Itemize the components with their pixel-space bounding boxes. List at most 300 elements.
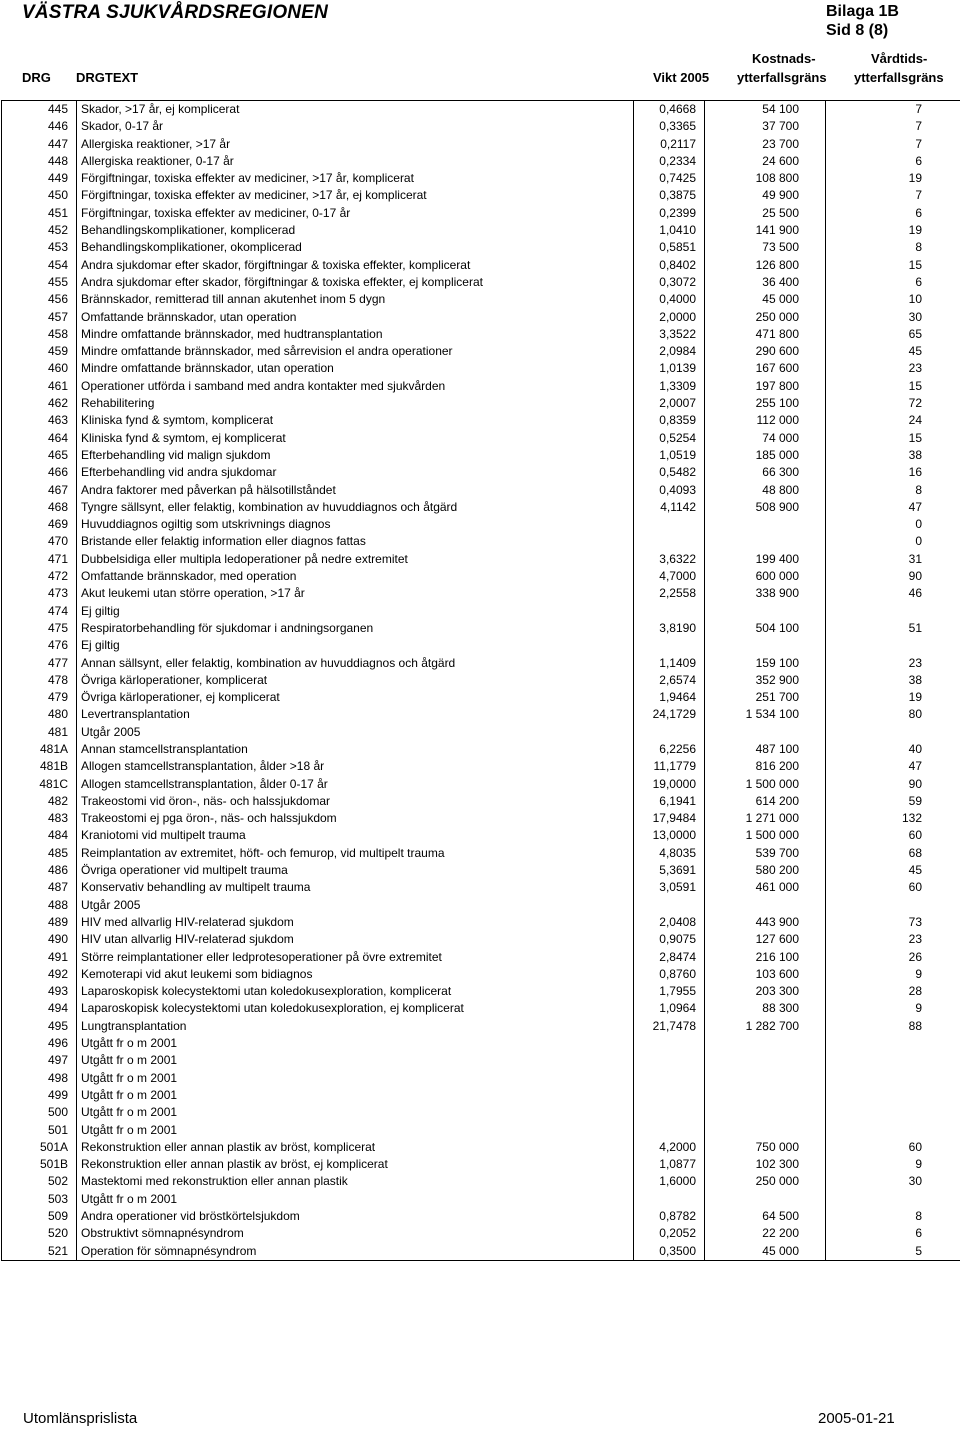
table-row <box>2 309 960 326</box>
stay-outlier-limit: 15 <box>826 257 960 274</box>
table-row <box>2 741 960 758</box>
cost-outlier-limit: 141 900 <box>705 222 826 239</box>
weight-2005 <box>634 533 705 550</box>
table-row <box>2 1087 960 1104</box>
drg-code: 485 <box>2 845 77 862</box>
table-row <box>2 620 960 637</box>
drg-text: Tyngre sällsynt, eller felaktig, kombination av huvuddiagnos och åtgärd <box>77 499 634 516</box>
cost-outlier-limit: 159 100 <box>705 655 826 672</box>
drg-code: 460 <box>2 360 77 377</box>
stay-outlier-limit <box>826 1104 960 1121</box>
table-row <box>2 343 960 360</box>
drg-code: 501B <box>2 1156 77 1173</box>
cost-outlier-limit: 600 000 <box>705 568 826 585</box>
cost-outlier-limit: 487 100 <box>705 741 826 758</box>
drg-code: 458 <box>2 326 77 343</box>
drg-code: 455 <box>2 274 77 291</box>
stay-outlier-limit <box>826 1122 960 1139</box>
drg-code: 464 <box>2 430 77 447</box>
drg-code: 481B <box>2 758 77 775</box>
drg-text: Dubbelsidiga eller multipla ledoperationer på nedre extremitet <box>77 551 634 568</box>
table-row <box>2 378 960 395</box>
stay-outlier-limit: 9 <box>826 966 960 983</box>
weight-2005: 0,4668 <box>634 101 705 119</box>
weight-2005: 3,6322 <box>634 551 705 568</box>
table-row <box>2 1225 960 1242</box>
weight-2005: 24,1729 <box>634 706 705 723</box>
drg-code: 467 <box>2 482 77 499</box>
weight-2005: 2,0007 <box>634 395 705 412</box>
weight-2005: 19,0000 <box>634 776 705 793</box>
weight-2005: 2,8474 <box>634 949 705 966</box>
stay-outlier-limit: 23 <box>826 655 960 672</box>
drg-text: Utgått fr o m 2001 <box>77 1087 634 1104</box>
drg-text: Utgått fr o m 2001 <box>77 1122 634 1139</box>
drg-text: Ej giltig <box>77 637 634 654</box>
stay-outlier-limit: 6 <box>826 205 960 222</box>
stay-outlier-limit: 65 <box>826 326 960 343</box>
drg-text: Skador, 0-17 år <box>77 118 634 135</box>
cost-outlier-limit <box>705 637 826 654</box>
stay-outlier-limit: 132 <box>826 810 960 827</box>
drg-text: Utgår 2005 <box>77 724 634 741</box>
drg-text: Bristande eller felaktig information eller diagnos fattas <box>77 533 634 550</box>
cost-outlier-limit: 1 500 000 <box>705 776 826 793</box>
weight-2005: 2,0984 <box>634 343 705 360</box>
drg-code: 481C <box>2 776 77 793</box>
column-headers <box>0 50 960 90</box>
stay-outlier-limit: 8 <box>826 482 960 499</box>
table-row <box>2 205 960 222</box>
stay-outlier-limit: 7 <box>826 187 960 204</box>
drg-code: 486 <box>2 862 77 879</box>
cost-outlier-limit: 45 000 <box>705 291 826 308</box>
cost-outlier-limit <box>705 897 826 914</box>
drg-text: Större reimplantationer eller ledprotesoperationer på övre extremitet <box>77 949 634 966</box>
table-row <box>2 395 960 412</box>
stay-outlier-limit: 6 <box>826 274 960 291</box>
appendix-info <box>826 2 899 40</box>
drg-code: 483 <box>2 810 77 827</box>
stay-outlier-limit <box>826 1087 960 1104</box>
stay-outlier-limit <box>826 1070 960 1087</box>
cost-outlier-limit: 504 100 <box>705 620 826 637</box>
cost-outlier-limit: 66 300 <box>705 464 826 481</box>
table-row <box>2 689 960 706</box>
table-row <box>2 914 960 931</box>
stay-outlier-limit: 15 <box>826 378 960 395</box>
drg-code: 450 <box>2 187 77 204</box>
cost-outlier-limit: 88 300 <box>705 1000 826 1017</box>
table-row <box>2 983 960 1000</box>
weight-2005: 1,0964 <box>634 1000 705 1017</box>
col-kost-line2: ytterfallsgräns <box>737 70 827 85</box>
weight-2005: 4,2000 <box>634 1139 705 1156</box>
drg-code: 454 <box>2 257 77 274</box>
stay-outlier-limit: 6 <box>826 1225 960 1242</box>
weight-2005: 0,4000 <box>634 291 705 308</box>
weight-2005: 0,2399 <box>634 205 705 222</box>
weight-2005 <box>634 516 705 533</box>
weight-2005: 0,5254 <box>634 430 705 447</box>
drg-code: 445 <box>2 101 77 119</box>
drg-code: 459 <box>2 343 77 360</box>
weight-2005: 6,1941 <box>634 793 705 810</box>
drg-code: 473 <box>2 585 77 602</box>
stay-outlier-limit: 45 <box>826 862 960 879</box>
table-row <box>2 949 960 966</box>
stay-outlier-limit: 5 <box>826 1243 960 1261</box>
col-drgtext: DRGTEXT <box>76 70 139 85</box>
table-row <box>2 1018 960 1035</box>
weight-2005: 1,9464 <box>634 689 705 706</box>
table-row <box>2 291 960 308</box>
stay-outlier-limit: 60 <box>826 879 960 896</box>
drg-text: Laparoskopisk kolecystektomi utan koledokusexploration, komplicerat <box>77 983 634 1000</box>
stay-outlier-limit: 88 <box>826 1018 960 1035</box>
table-row <box>2 239 960 256</box>
drg-text: Ej giltig <box>77 603 634 620</box>
cost-outlier-limit: 1 500 000 <box>705 827 826 844</box>
col-kost-line1: Kostnads- <box>752 51 816 66</box>
cost-outlier-limit: 167 600 <box>705 360 826 377</box>
stay-outlier-limit: 23 <box>826 931 960 948</box>
drg-text: Andra operationer vid bröstkörtelsjukdom <box>77 1208 634 1225</box>
drg-code: 494 <box>2 1000 77 1017</box>
drg-text: HIV med allvarlig HIV-relaterad sjukdom <box>77 914 634 931</box>
drg-text: Laparoskopisk kolecystektomi utan koledokusexploration, ej komplicerat <box>77 1000 634 1017</box>
drg-text: Omfattande brännskador, med operation <box>77 568 634 585</box>
drg-text: Förgiftningar, toxiska effekter av mediciner, >17 år, ej komplicerat <box>77 187 634 204</box>
cost-outlier-limit: 126 800 <box>705 257 826 274</box>
stay-outlier-limit: 30 <box>826 1173 960 1190</box>
drg-text: Övriga operationer vid multipelt trauma <box>77 862 634 879</box>
stay-outlier-limit <box>826 1191 960 1208</box>
weight-2005: 1,7955 <box>634 983 705 1000</box>
drg-code: 481A <box>2 741 77 758</box>
weight-2005: 0,3072 <box>634 274 705 291</box>
stay-outlier-limit: 9 <box>826 1000 960 1017</box>
cost-outlier-limit: 338 900 <box>705 585 826 602</box>
drg-code: 489 <box>2 914 77 931</box>
drg-text: Allogen stamcellstransplantation, ålder 0-17 år <box>77 776 634 793</box>
stay-outlier-limit: 16 <box>826 464 960 481</box>
cost-outlier-limit <box>705 1035 826 1052</box>
drg-text: Utgått fr o m 2001 <box>77 1035 634 1052</box>
stay-outlier-limit: 7 <box>826 101 960 119</box>
weight-2005: 3,0591 <box>634 879 705 896</box>
table-row <box>2 758 960 775</box>
drg-text: Kliniska fynd & symtom, ej komplicerat <box>77 430 634 447</box>
drg-text: Utgår 2005 <box>77 897 634 914</box>
weight-2005 <box>634 603 705 620</box>
drg-text: Annan sällsynt, eller felaktig, kombination av huvuddiagnos och åtgärd <box>77 655 634 672</box>
table-row <box>2 360 960 377</box>
drg-code: 493 <box>2 983 77 1000</box>
table-row <box>2 1122 960 1139</box>
stay-outlier-limit: 51 <box>826 620 960 637</box>
drg-text: Allergiska reaktioner, >17 år <box>77 136 634 153</box>
table-row <box>2 706 960 723</box>
drg-code: 501A <box>2 1139 77 1156</box>
weight-2005 <box>634 1191 705 1208</box>
stay-outlier-limit: 72 <box>826 395 960 412</box>
cost-outlier-limit <box>705 1191 826 1208</box>
cost-outlier-limit: 127 600 <box>705 931 826 948</box>
table-row <box>2 412 960 429</box>
weight-2005: 21,7478 <box>634 1018 705 1035</box>
table-row <box>2 170 960 187</box>
weight-2005: 1,6000 <box>634 1173 705 1190</box>
weight-2005: 1,0519 <box>634 447 705 464</box>
weight-2005 <box>634 897 705 914</box>
drg-text: Utgått fr o m 2001 <box>77 1104 634 1121</box>
cost-outlier-limit: 25 500 <box>705 205 826 222</box>
drg-code: 490 <box>2 931 77 948</box>
drg-text: Allergiska reaktioner, 0-17 år <box>77 153 634 170</box>
table-row <box>2 101 960 119</box>
table-row <box>2 1104 960 1121</box>
cost-outlier-limit: 54 100 <box>705 101 826 119</box>
drg-code: 477 <box>2 655 77 672</box>
drg-text: Levertransplantation <box>77 706 634 723</box>
drg-text: Andra faktorer med påverkan på hälsotillståndet <box>77 482 634 499</box>
drg-text: Behandlingskomplikationer, okomplicerad <box>77 239 634 256</box>
weight-2005: 0,8402 <box>634 257 705 274</box>
stay-outlier-limit: 15 <box>826 430 960 447</box>
table-row <box>2 326 960 343</box>
cost-outlier-limit: 614 200 <box>705 793 826 810</box>
drg-code: 451 <box>2 205 77 222</box>
stay-outlier-limit: 60 <box>826 827 960 844</box>
stay-outlier-limit: 38 <box>826 447 960 464</box>
table-row <box>2 187 960 204</box>
weight-2005: 6,2256 <box>634 741 705 758</box>
drg-code: 449 <box>2 170 77 187</box>
weight-2005: 2,6574 <box>634 672 705 689</box>
drg-text: Omfattande brännskador, utan operation <box>77 309 634 326</box>
cost-outlier-limit: 816 200 <box>705 758 826 775</box>
weight-2005 <box>634 1122 705 1139</box>
weight-2005 <box>634 724 705 741</box>
cost-outlier-limit: 103 600 <box>705 966 826 983</box>
footer-left: Utomlänsprislista <box>23 1410 138 1427</box>
weight-2005: 0,2117 <box>634 136 705 153</box>
table-row <box>2 568 960 585</box>
weight-2005 <box>634 1087 705 1104</box>
drg-code: 465 <box>2 447 77 464</box>
table-row <box>2 1139 960 1156</box>
weight-2005: 1,0139 <box>634 360 705 377</box>
drg-code: 497 <box>2 1052 77 1069</box>
table-row <box>2 430 960 447</box>
cost-outlier-limit <box>705 603 826 620</box>
drg-code: 503 <box>2 1191 77 1208</box>
weight-2005: 0,5482 <box>634 464 705 481</box>
table-row <box>2 793 960 810</box>
table-row <box>2 897 960 914</box>
cost-outlier-limit: 461 000 <box>705 879 826 896</box>
weight-2005: 13,0000 <box>634 827 705 844</box>
drg-text: Rekonstruktion eller annan plastik av bröst, komplicerat <box>77 1139 634 1156</box>
stay-outlier-limit: 23 <box>826 360 960 377</box>
drg-code: 481 <box>2 724 77 741</box>
cost-outlier-limit: 580 200 <box>705 862 826 879</box>
drg-code: 472 <box>2 568 77 585</box>
stay-outlier-limit: 24 <box>826 412 960 429</box>
cost-outlier-limit: 508 900 <box>705 499 826 516</box>
organization-title: VÄSTRA SJUKVÅRDSREGIONEN <box>22 2 329 23</box>
cost-outlier-limit: 1 282 700 <box>705 1018 826 1035</box>
stay-outlier-limit: 8 <box>826 1208 960 1225</box>
drg-code: 501 <box>2 1122 77 1139</box>
weight-2005: 0,4093 <box>634 482 705 499</box>
drg-text: Efterbehandling vid andra sjukdomar <box>77 464 634 481</box>
stay-outlier-limit: 7 <box>826 118 960 135</box>
stay-outlier-limit: 45 <box>826 343 960 360</box>
table-row <box>2 1035 960 1052</box>
weight-2005: 4,8035 <box>634 845 705 862</box>
cost-outlier-limit: 750 000 <box>705 1139 826 1156</box>
drg-text: Utgått fr o m 2001 <box>77 1052 634 1069</box>
cost-outlier-limit: 251 700 <box>705 689 826 706</box>
col-vard-line2: ytterfallsgräns <box>854 70 944 85</box>
drg-text: Övriga kärloperationer, komplicerat <box>77 672 634 689</box>
weight-2005: 0,2052 <box>634 1225 705 1242</box>
stay-outlier-limit: 38 <box>826 672 960 689</box>
stay-outlier-limit: 26 <box>826 949 960 966</box>
stay-outlier-limit: 7 <box>826 136 960 153</box>
drg-code: 478 <box>2 672 77 689</box>
weight-2005 <box>634 1070 705 1087</box>
cost-outlier-limit <box>705 533 826 550</box>
table-row <box>2 1243 960 1261</box>
cost-outlier-limit: 64 500 <box>705 1208 826 1225</box>
cost-outlier-limit: 471 800 <box>705 326 826 343</box>
stay-outlier-limit: 10 <box>826 291 960 308</box>
stay-outlier-limit <box>826 897 960 914</box>
table-row <box>2 672 960 689</box>
drg-code: 496 <box>2 1035 77 1052</box>
stay-outlier-limit: 60 <box>826 1139 960 1156</box>
cost-outlier-limit: 45 000 <box>705 1243 826 1261</box>
cost-outlier-limit: 216 100 <box>705 949 826 966</box>
table-row <box>2 931 960 948</box>
drg-code: 448 <box>2 153 77 170</box>
drg-code: 462 <box>2 395 77 412</box>
weight-2005: 3,8190 <box>634 620 705 637</box>
drg-text: Trakeostomi vid öron-, näs- och halssjukdomar <box>77 793 634 810</box>
stay-outlier-limit <box>826 637 960 654</box>
drg-code: 475 <box>2 620 77 637</box>
stay-outlier-limit <box>826 1035 960 1052</box>
table-row <box>2 879 960 896</box>
weight-2005: 4,7000 <box>634 568 705 585</box>
drg-text: Mastektomi med rekonstruktion eller annan plastik <box>77 1173 634 1190</box>
weight-2005: 2,2558 <box>634 585 705 602</box>
table-row <box>2 153 960 170</box>
drg-text: Operationer utförda i samband med andra kontakter med sjukvården <box>77 378 634 395</box>
stay-outlier-limit: 90 <box>826 776 960 793</box>
drg-code: 500 <box>2 1104 77 1121</box>
table-row <box>2 1052 960 1069</box>
stay-outlier-limit: 28 <box>826 983 960 1000</box>
weight-2005 <box>634 1104 705 1121</box>
drg-text: Förgiftningar, toxiska effekter av mediciner, >17 år, komplicerat <box>77 170 634 187</box>
cost-outlier-limit: 539 700 <box>705 845 826 862</box>
table-row <box>2 464 960 481</box>
table-row <box>2 1173 960 1190</box>
stay-outlier-limit: 19 <box>826 689 960 706</box>
stay-outlier-limit: 47 <box>826 758 960 775</box>
drg-table <box>1 100 960 1261</box>
drg-table-body <box>2 101 960 1261</box>
drg-code: 520 <box>2 1225 77 1242</box>
cost-outlier-limit <box>705 1087 826 1104</box>
drg-text: Andra sjukdomar efter skador, förgiftningar & toxiska effekter, ej komplicerat <box>77 274 634 291</box>
stay-outlier-limit: 80 <box>826 706 960 723</box>
drg-code: 469 <box>2 516 77 533</box>
drg-text: Kliniska fynd & symtom, komplicerat <box>77 412 634 429</box>
drg-code: 521 <box>2 1243 77 1261</box>
drg-text: Skador, >17 år, ej komplicerat <box>77 101 634 119</box>
stay-outlier-limit: 40 <box>826 741 960 758</box>
drg-code: 457 <box>2 309 77 326</box>
stay-outlier-limit: 47 <box>826 499 960 516</box>
page-number: Sid 8 (8) <box>826 22 889 39</box>
cost-outlier-limit <box>705 1104 826 1121</box>
table-row <box>2 585 960 602</box>
stay-outlier-limit: 30 <box>826 309 960 326</box>
table-row <box>2 222 960 239</box>
drg-text: Andra sjukdomar efter skador, förgiftningar & toxiska effekter, komplicerat <box>77 257 634 274</box>
table-row <box>2 1000 960 1017</box>
table-row <box>2 482 960 499</box>
cost-outlier-limit: 197 800 <box>705 378 826 395</box>
table-row <box>2 499 960 516</box>
weight-2005: 0,3500 <box>634 1243 705 1261</box>
cost-outlier-limit: 108 800 <box>705 170 826 187</box>
drg-code: 480 <box>2 706 77 723</box>
table-row <box>2 603 960 620</box>
weight-2005: 1,3309 <box>634 378 705 395</box>
drg-code: 479 <box>2 689 77 706</box>
cost-outlier-limit: 112 000 <box>705 412 826 429</box>
drg-text: Operation för sömnapnésyndrom <box>77 1243 634 1261</box>
drg-code: 498 <box>2 1070 77 1087</box>
drg-text: Annan stamcellstransplantation <box>77 741 634 758</box>
table-row <box>2 1191 960 1208</box>
drg-code: 476 <box>2 637 77 654</box>
table-row <box>2 551 960 568</box>
drg-code: 484 <box>2 827 77 844</box>
col-drg: DRG <box>22 70 51 85</box>
appendix-label: Bilaga 1B <box>826 3 899 20</box>
drg-code: 452 <box>2 222 77 239</box>
weight-2005: 0,2334 <box>634 153 705 170</box>
drg-code: 447 <box>2 136 77 153</box>
table-row <box>2 724 960 741</box>
drg-text: Kraniotomi vid multipelt trauma <box>77 827 634 844</box>
weight-2005 <box>634 1035 705 1052</box>
cost-outlier-limit: 23 700 <box>705 136 826 153</box>
drg-code: 453 <box>2 239 77 256</box>
table-row <box>2 1156 960 1173</box>
stay-outlier-limit: 90 <box>826 568 960 585</box>
drg-text: Mindre omfattande brännskador, utan operation <box>77 360 634 377</box>
drg-text: Utgått fr o m 2001 <box>77 1191 634 1208</box>
drg-text: HIV utan allvarlig HIV-relaterad sjukdom <box>77 931 634 948</box>
